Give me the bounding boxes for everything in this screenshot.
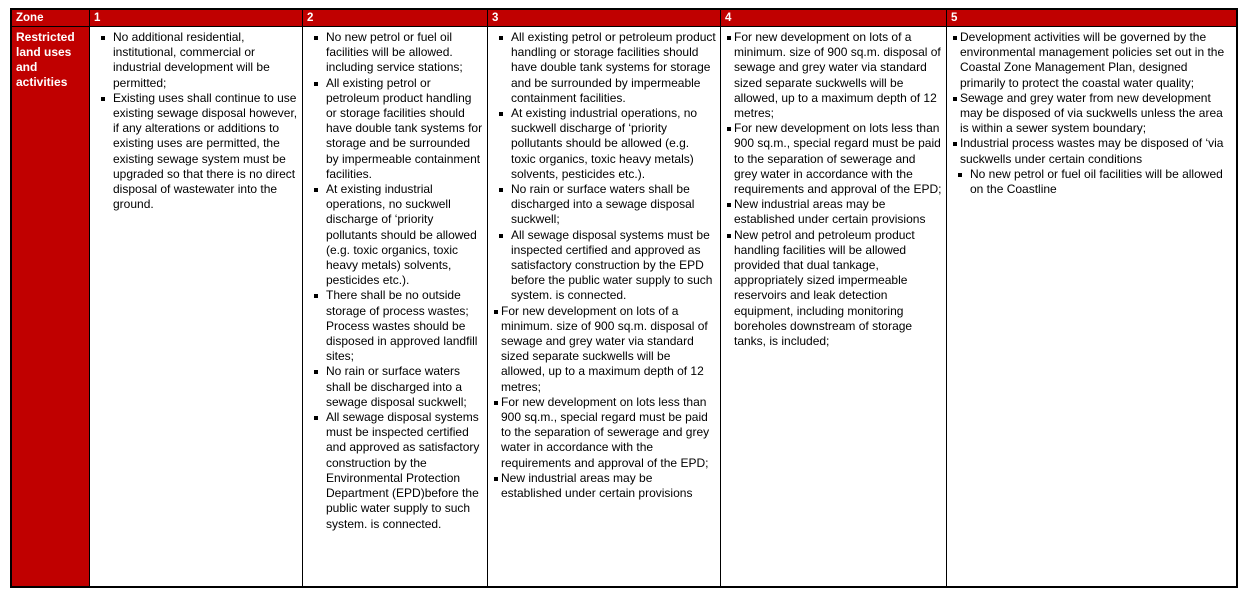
bullet-text: All existing petrol or petroleum product handling or storage facilities should have double tank systems for storage and be surrounded by impermeable containment facilities. <box>326 75 483 181</box>
bullet-text: New industrial areas may be established under certain provisions <box>501 470 693 501</box>
bullet-text: All existing petrol or petroleum product handling or storage facilities should have double tank systems for storage and be surrounded by impermeable containment facilities. <box>511 30 716 105</box>
bullet-text: All sewage disposal systems must be inspected certified and approved as satisfactory construction by the EPD before the public water supply to such system. is connected. <box>511 227 713 303</box>
bullet-item <box>308 364 483 410</box>
bullet-square-icon <box>314 82 318 86</box>
column-header-zone-2: 2 <box>303 10 488 27</box>
bullet-item <box>308 30 483 76</box>
bullet-text: At existing industrial operations, no suckwell discharge of ‘priority pollutants should be allowed (e.g. toxic organics, toxic heavy metals) solvents, pesticides etc.). <box>326 182 477 288</box>
bullet-square-icon <box>958 173 962 177</box>
bullet-text: No rain or surface waters shall be discharged into a sewage disposal suckwell; <box>326 364 467 409</box>
bullet-item <box>952 30 1232 91</box>
bullet-square-icon <box>953 142 957 146</box>
column-header-zone-5: 5 <box>947 10 1236 27</box>
bullet-text: Industrial process wastes may be disposed of ‘via suckwells under certain conditions <box>960 136 1224 166</box>
row-label-restricted-land-uses: Restricted land uses and activities <box>12 27 90 586</box>
bullet-item <box>308 410 483 532</box>
zone-column-header: Zone <box>12 10 90 27</box>
bullet-text: For new development on lots of a minimum. size of 900 sq.m. disposal of sewage and grey water via standard sized separate suckwells will be allowed, up to a maximum depth of 12 metres; <box>501 303 708 394</box>
bullet-square-icon <box>314 370 318 374</box>
bullet-text: New industrial areas may be established under certain provisions <box>734 197 926 227</box>
bullet-text: All sewage disposal systems must be inspected certified and approved as satisfactory construction by the Environmental Protection Department (EPD)before the public water supply to such system. is connected. <box>326 410 480 531</box>
bullet-text: For new development on lots less than 900 sq.m., special regard must be paid to the separation of sewerage and grey water in accordance with the requirements and approval of the EPD; <box>734 121 942 197</box>
bullet-text: New petrol and petroleum product handling facilities will be allowed provided that dual tankage, appropriately sized impermeable reservoirs and leak detection equipment, including monitoring boreholes downstream of storage tanks, is included; <box>734 227 915 349</box>
bullet-square-icon <box>727 127 731 131</box>
bullet-item <box>726 121 942 197</box>
bullet-text: No additional residential, institutional, commercial or industrial development will be permitted; <box>113 30 270 90</box>
bullet-item <box>493 182 716 228</box>
bullet-item <box>493 30 716 106</box>
bullet-square-icon <box>494 401 498 405</box>
column-header-zone-1: 1 <box>90 10 303 27</box>
bullet-item <box>726 197 942 227</box>
bullet-text: No new petrol or fuel oil facilities will be allowed. including service stations; <box>326 30 463 75</box>
bullet-item <box>952 136 1232 166</box>
bullet-item <box>726 228 942 350</box>
restricted-land-uses-table <box>10 8 1238 588</box>
bullet-square-icon <box>727 234 731 238</box>
zone-4-cell <box>721 27 947 586</box>
bullet-item <box>726 30 942 121</box>
bullet-item <box>493 106 716 182</box>
bullet-square-icon <box>314 294 318 298</box>
bullet-item <box>95 30 298 91</box>
bullet-square-icon <box>101 97 105 101</box>
bullet-square-icon <box>499 188 503 192</box>
bullet-square-icon <box>101 36 105 40</box>
bullet-square-icon <box>499 36 503 40</box>
bullet-square-icon <box>494 310 498 314</box>
bullet-square-icon <box>494 477 498 481</box>
bullet-text: Sewage and grey water from new development may be disposed of via suckwells unless the area is within a sewer system boundary; <box>960 90 1223 136</box>
bullet-square-icon <box>953 36 957 40</box>
bullet-square-icon <box>727 203 731 207</box>
zone-3-cell <box>488 27 721 586</box>
bullet-item <box>493 471 716 501</box>
column-header-zone-4: 4 <box>721 10 947 27</box>
bullet-item <box>95 91 298 213</box>
bullet-square-icon <box>314 416 318 420</box>
bullet-square-icon <box>727 36 731 40</box>
bullet-square-icon <box>953 97 957 101</box>
bullet-text: No new petrol or fuel oil facilities will be allowed on the Coastline <box>970 166 1223 197</box>
bullet-text: Existing uses shall continue to use existing sewage disposal however, if any alterations or additions to existing uses are permitted, the existing sewage system must be upgraded so that there is no direct disposal of wastewater into the ground. <box>113 90 298 212</box>
zone-1-cell <box>90 27 303 586</box>
bullet-text: There shall be no outside storage of process wastes; Process wastes should be disposed in approved landfill sites; <box>326 288 478 364</box>
bullet-text: At existing industrial operations, no suckwell discharge of ‘priority pollutants should be allowed (e.g. toxic organics, toxic heavy metals) solvents, pesticides etc.). <box>511 106 698 181</box>
bullet-item <box>493 304 716 395</box>
zone-5-cell <box>947 27 1236 586</box>
bullet-item <box>308 288 483 364</box>
bullet-item <box>308 182 483 288</box>
zone-2-cell <box>303 27 488 586</box>
bullet-square-icon <box>314 188 318 192</box>
bullet-item <box>952 91 1232 137</box>
bullet-text: For new development on lots of a minimum. size of 900 sq.m. disposal of sewage and grey water via standard sized separate suckwells will be allowed, up to a maximum depth of 12 metres; <box>734 30 941 121</box>
column-header-zone-3: 3 <box>488 10 721 27</box>
bullet-item <box>308 76 483 182</box>
bullet-item <box>952 167 1232 197</box>
bullet-item <box>493 228 716 304</box>
bullet-item <box>493 395 716 471</box>
bullet-text: Development activities will be governed by the environmental management policies set out in the Coastal Zone Management Plan, designed primarily to protect the coastal water quality; <box>960 30 1225 90</box>
bullet-square-icon <box>499 234 503 238</box>
bullet-text: No rain or surface waters shall be discharged into a sewage disposal suckwell; <box>511 182 695 227</box>
bullet-square-icon <box>314 36 318 40</box>
bullet-text: For new development on lots less than 900 sq.m., special regard must be paid to the separation of sewerage and grey water in accordance with the requirements and approval of the EPD; <box>501 394 710 470</box>
bullet-square-icon <box>499 112 503 116</box>
